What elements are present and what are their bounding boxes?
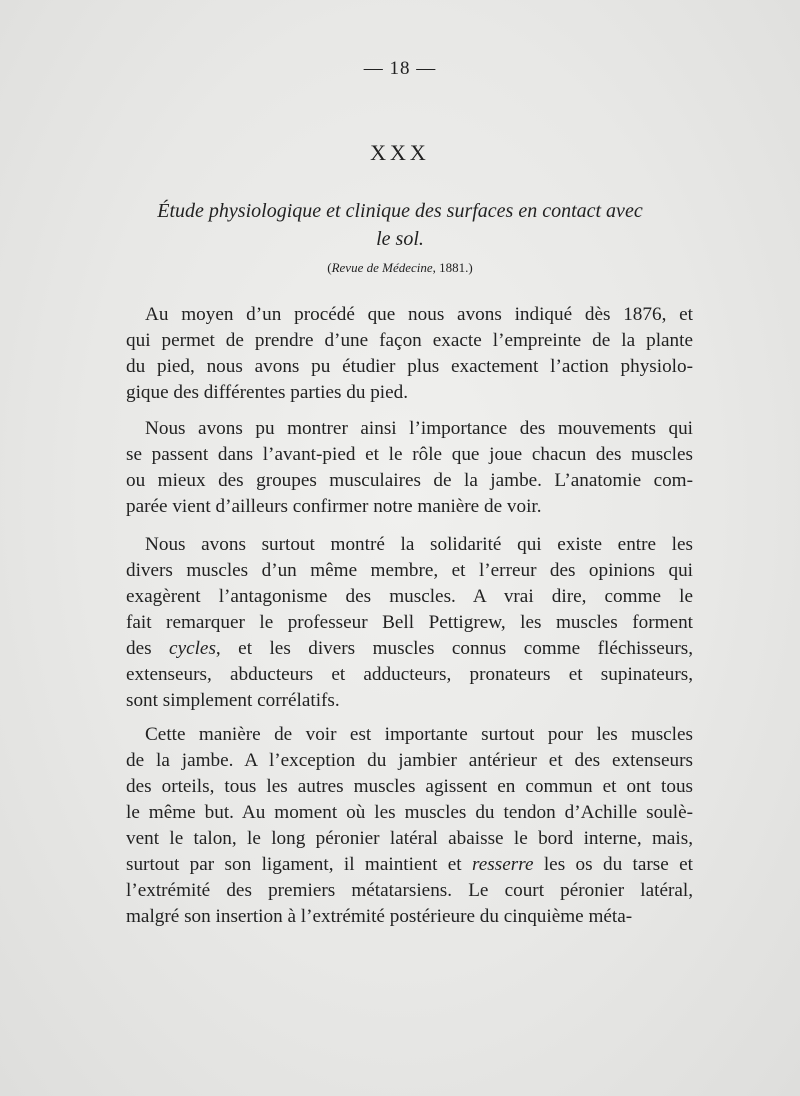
paragraph-line: qui permet de prendre d’une façon exacte l’empreinte de la plante [126, 330, 693, 351]
source-open: ( [327, 260, 332, 275]
page-number: — 18 — [363, 58, 437, 79]
paragraph-line: Nous avons surtout montré la solidarité qui existe entre les [145, 534, 693, 555]
source-citation [0, 260, 800, 276]
line-segment: surtout par son ligament, il maintient et [126, 854, 472, 875]
paragraph-line: Nous avons pu montrer ainsi l’importance des mouvements qui [145, 418, 693, 439]
paragraph-line: ou mieux des groupes musculaires de la jambe. L’anatomie com- [126, 470, 693, 491]
paragraph-3 [107, 532, 693, 714]
paragraph-line: sont simplement corrélatifs. [126, 690, 340, 711]
section-number: XXX [370, 140, 430, 165]
paragraph-line: malgré son insertion à l’extrémité postérieure du cinquième méta- [126, 906, 633, 927]
paragraph-line: parée vient d’ailleurs confirmer notre manière de voir. [126, 496, 542, 517]
paragraph-line [107, 636, 693, 662]
emphasized-word: resserre [472, 854, 534, 875]
paragraph-line: exagèrent l’antagonisme des muscles. A vrai dire, comme le [126, 586, 693, 607]
paragraph-line: divers muscles d’un même membre, et l’erreur des opinions qui [126, 560, 693, 581]
emphasized-word: cycles [169, 638, 216, 659]
source-journal: Revue de Médecine [331, 260, 433, 275]
paragraph-line: fait remarquer le professeur Bell Pettigrew, les muscles forment [126, 612, 693, 633]
line-segment: des [126, 638, 170, 659]
paragraph-line: Cette manière de voir est importante surtout pour les muscles [145, 724, 693, 745]
article-title [100, 197, 700, 253]
article-title-line-1: Étude physiologique et clinique des surfaces en contact avec [157, 200, 643, 222]
paragraph-line: extenseurs, abducteurs et adducteurs, pronateurs et supinateurs, [126, 664, 693, 685]
paragraph-line: l’extrémité des premiers métatarsiens. Le court péronier latéral, [126, 880, 693, 901]
paragraph-line [107, 852, 693, 878]
paragraph-line: le même but. Au moment où les muscles du tendon d’Achille soulè- [126, 802, 693, 823]
source-year: , 1881.) [432, 260, 473, 275]
paragraph-line: se passent dans l’avant-pied et le rôle que joue chacun des muscles [126, 444, 693, 465]
paragraph-line: gique des différentes parties du pied. [126, 382, 409, 403]
paragraph-line: des orteils, tous les autres muscles agissent en commun et ont tous [126, 776, 693, 797]
paragraph-line: Au moyen d’un procédé que nous avons indiqué dès 1876, et [145, 304, 693, 325]
paragraph-2 [107, 416, 693, 520]
article-title-line-2: le sol. [376, 228, 424, 250]
paragraph-1 [107, 302, 693, 406]
line-segment: les os du tarse et [533, 854, 693, 875]
paragraph-line: vent le talon, le long péronier latéral abaisse le bord interne, mais, [126, 828, 693, 849]
paragraph-line: du pied, nous avons pu étudier plus exactement l’action physiolo- [126, 356, 693, 377]
paragraph-line: de la jambe. A l’exception du jambier antérieur et des extenseurs [126, 750, 693, 771]
line-segment: , et les divers muscles connus comme fléchisseurs, [215, 638, 693, 659]
paragraph-4 [107, 722, 693, 930]
